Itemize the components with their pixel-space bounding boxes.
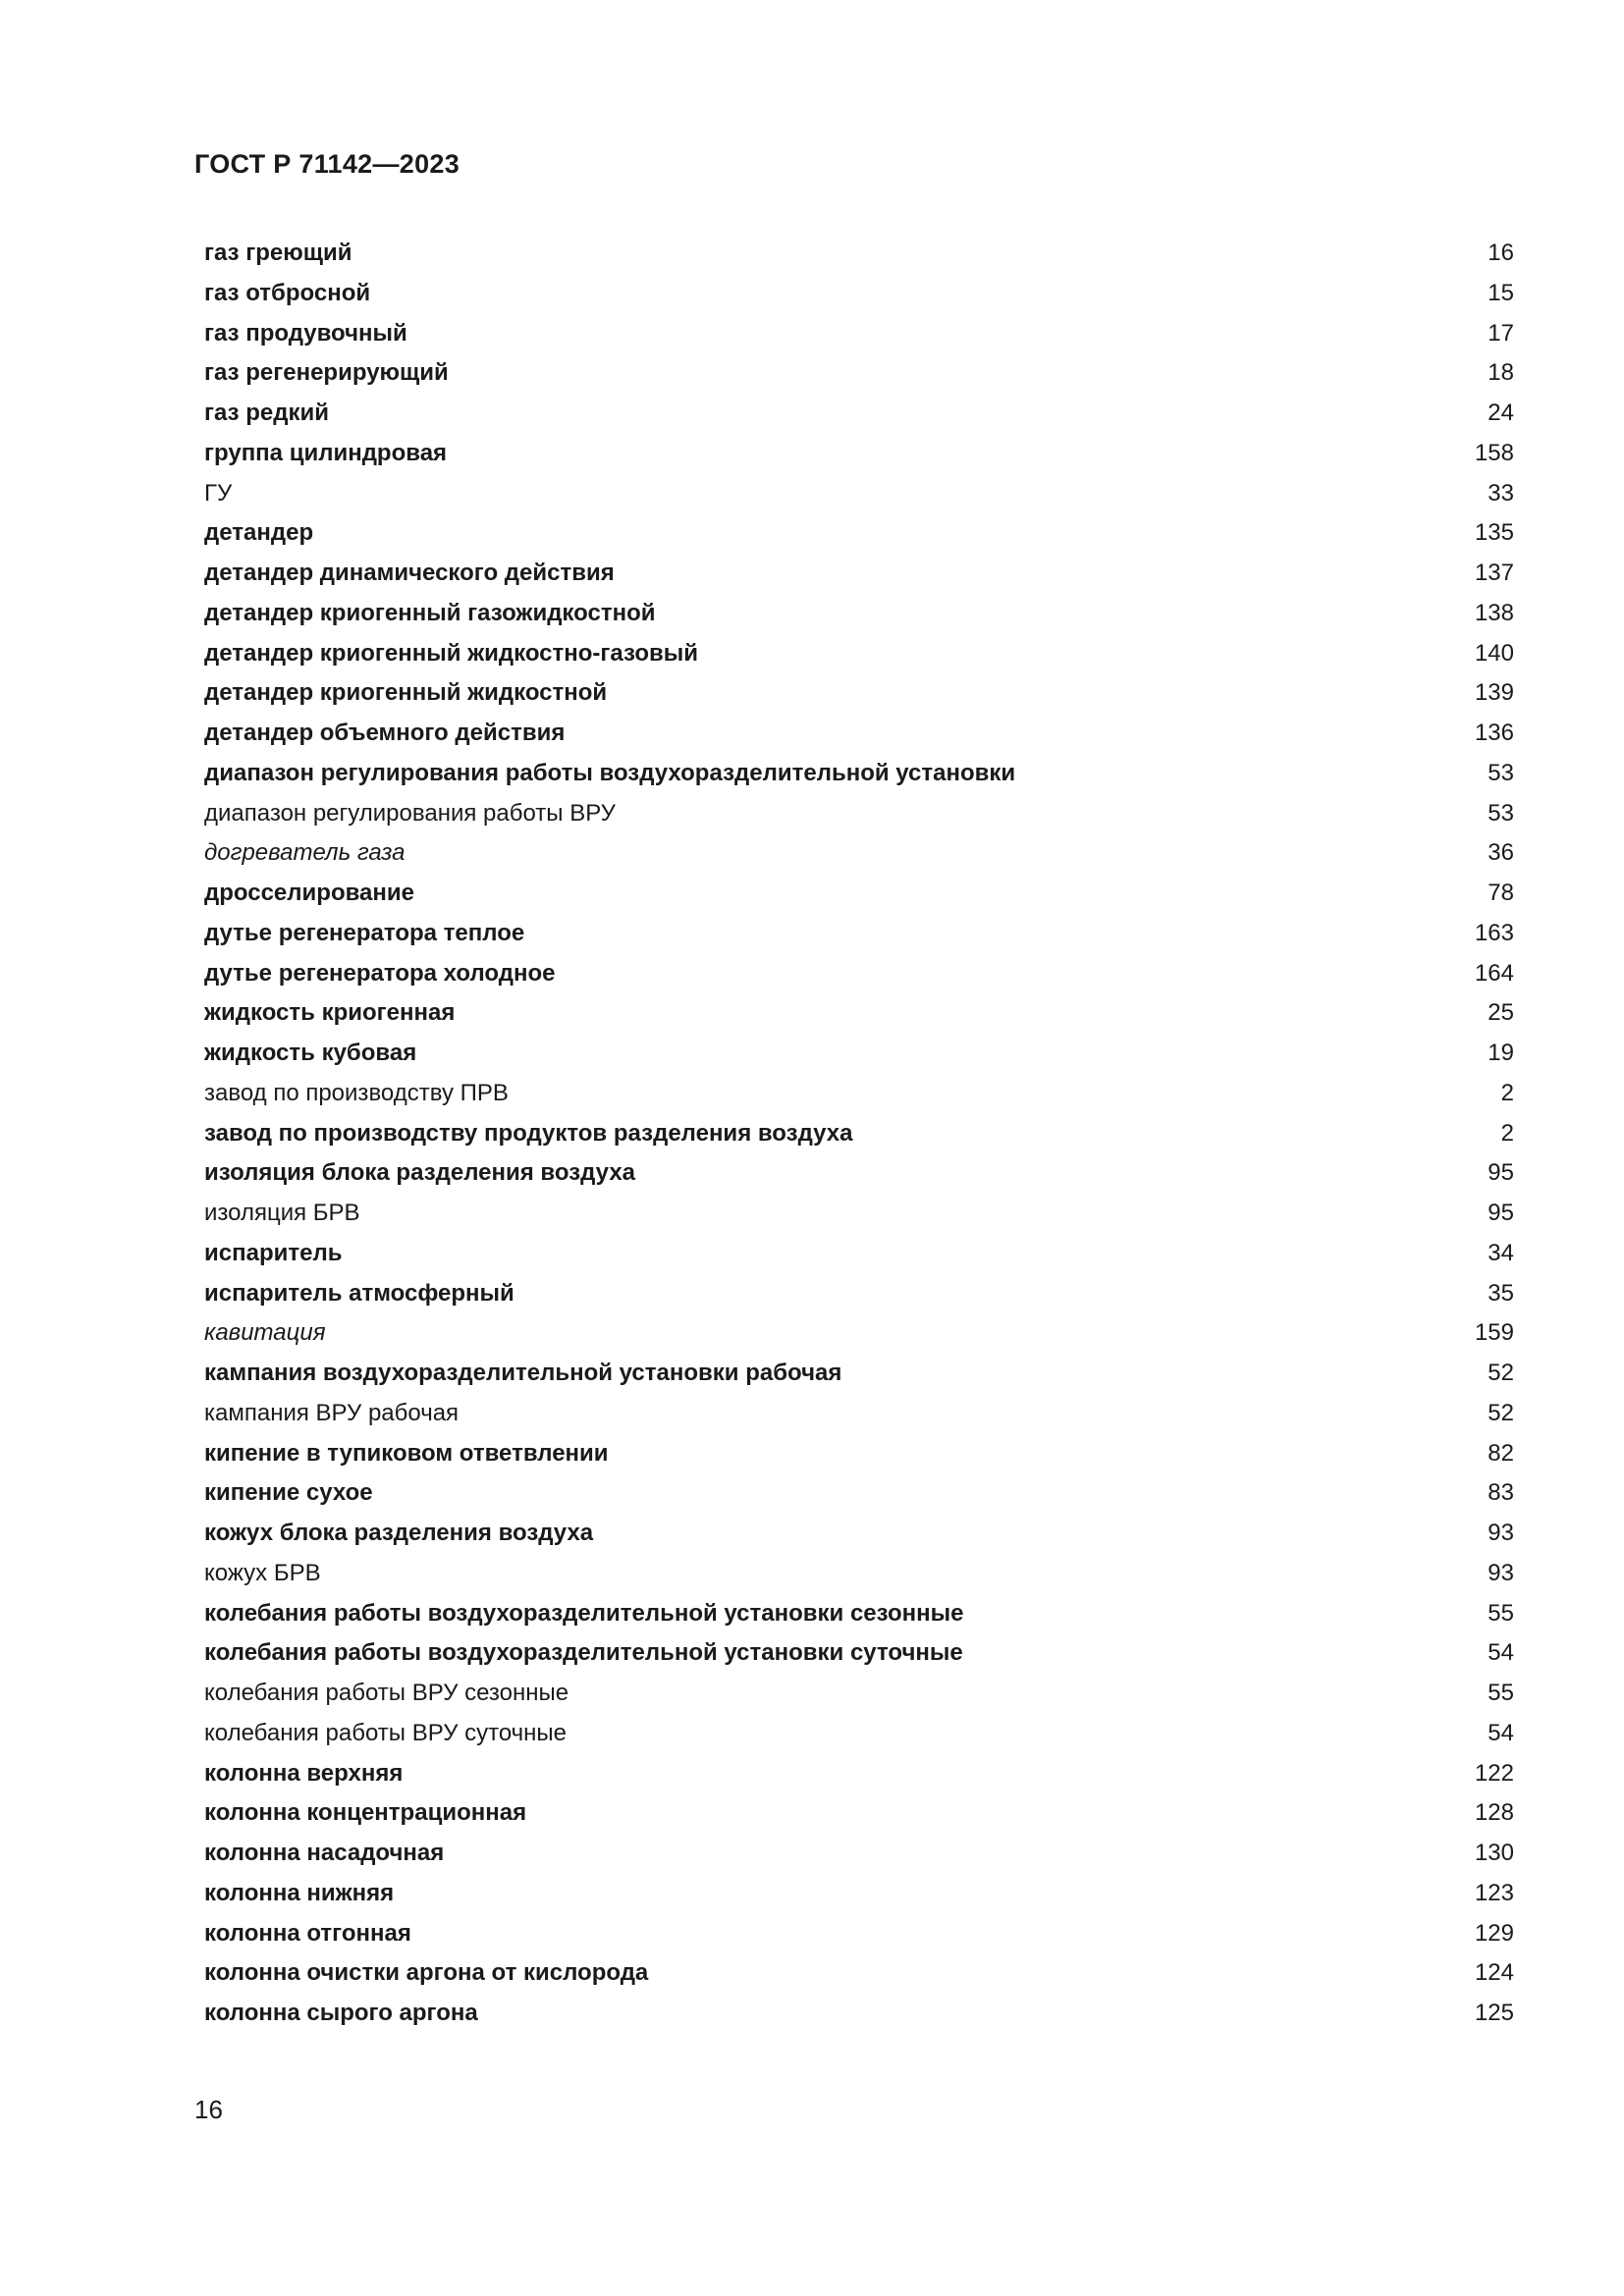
index-term: газ регенерирующий: [204, 359, 449, 387]
index-entry: [204, 714, 1514, 754]
index-entry-number: 136: [1474, 720, 1514, 746]
index-term: детандер: [204, 519, 314, 547]
index-entry: [204, 1953, 1514, 1994]
index-term: дросселирование: [204, 880, 414, 906]
index-term: колонна концентрационная: [204, 1799, 527, 1827]
index-term: догреватель газа: [204, 839, 406, 867]
index-term: диапазон регулирования работы воздухоразделительной установки: [204, 759, 1016, 786]
index-entry: [204, 353, 1514, 394]
index-term: детандер криогенный газожидкостной: [204, 599, 656, 626]
index-term: колонна насадочная: [204, 1840, 445, 1866]
index-entry: [204, 1434, 1514, 1474]
index-entry-number: 18: [1488, 359, 1514, 387]
index-entry: [204, 394, 1514, 434]
index-entry: [204, 314, 1514, 354]
index-entry: [204, 1834, 1514, 1874]
index-term: кампания ВРУ рабочая: [204, 1399, 460, 1426]
index-entry-number: 19: [1488, 1040, 1514, 1066]
index-entry: [204, 1473, 1514, 1514]
index-entry-number: 139: [1474, 679, 1514, 707]
index-entry: [204, 874, 1514, 914]
index-term: газ редкий: [204, 400, 329, 426]
index-entry: [204, 993, 1514, 1034]
index-entry-number: 15: [1488, 279, 1514, 306]
index-term: изоляция БРВ: [204, 1200, 360, 1226]
index-term: кипение в тупиковом ответвлении: [204, 1439, 609, 1467]
index-entry-number: 130: [1474, 1840, 1514, 1866]
index-term: ГУ: [204, 479, 233, 507]
index-entry: [204, 1754, 1514, 1794]
index-entry: [204, 234, 1514, 274]
index-term: газ отбросной: [204, 279, 371, 306]
index-entry: [204, 474, 1514, 514]
index-entry: [204, 1274, 1514, 1314]
index-entry-number: 2: [1500, 1119, 1514, 1147]
index-entry-number: 95: [1488, 1159, 1514, 1187]
document-header: ГОСТ Р 71142—2023: [194, 149, 460, 179]
index-term: колебания работы воздухоразделительной установки сезонные: [204, 1599, 964, 1627]
index-term: группа цилиндровая: [204, 439, 448, 466]
index-term: газ продувочный: [204, 319, 407, 347]
index-entry: [204, 794, 1514, 834]
index-term: изоляция блока разделения воздуха: [204, 1159, 636, 1187]
index-entry-number: 93: [1488, 1520, 1514, 1546]
index-term: колонна очистки аргона от кислорода: [204, 1959, 649, 1987]
index-entry-number: 17: [1488, 319, 1514, 347]
index-entry: [204, 434, 1514, 474]
index-entry: [204, 594, 1514, 634]
index-entry-number: 55: [1488, 1599, 1514, 1627]
index-entry-number: 125: [1474, 2000, 1514, 2026]
index-term: дутье регенератора теплое: [204, 919, 525, 946]
index-entry: [204, 554, 1514, 594]
index-term: кипение сухое: [204, 1479, 373, 1507]
index-entry: [204, 1034, 1514, 1074]
index-term: колонна отгонная: [204, 1919, 411, 1947]
index-entry: [204, 954, 1514, 994]
index-entry: [204, 1234, 1514, 1274]
index-entry: [204, 1674, 1514, 1714]
index-entry: [204, 1394, 1514, 1434]
index-term: испаритель атмосферный: [204, 1279, 514, 1307]
index-entry: [204, 833, 1514, 874]
index-entry-number: 122: [1474, 1759, 1514, 1787]
index-entry: [204, 1874, 1514, 1914]
index-term: детандер динамического действия: [204, 560, 615, 586]
index-entry: [204, 513, 1514, 554]
index-term: колебания работы воздухоразделительной установки суточные: [204, 1639, 963, 1667]
index-entry: [204, 1914, 1514, 1954]
index-entry-number: 129: [1474, 1919, 1514, 1947]
index-entry-number: 52: [1488, 1360, 1514, 1386]
index-entry-number: 53: [1488, 799, 1514, 827]
index-entry: [204, 914, 1514, 954]
index-term: детандер криогенный жидкостной: [204, 679, 608, 707]
index-entry-number: 93: [1488, 1559, 1514, 1586]
alphabetical-index-list: [204, 234, 1514, 2034]
index-entry-number: 36: [1488, 839, 1514, 867]
index-entry: [204, 1994, 1514, 2034]
index-entry: [204, 1594, 1514, 1634]
index-term: детандер объемного действия: [204, 720, 566, 746]
index-term: кампания воздухоразделительной установки рабочая: [204, 1360, 842, 1386]
index-term: кожух БРВ: [204, 1559, 321, 1586]
index-term: диапазон регулирования работы ВРУ: [204, 799, 616, 827]
index-entry-number: 135: [1474, 519, 1514, 547]
index-term: жидкость кубовая: [204, 1040, 417, 1066]
index-term: колебания работы ВРУ суточные: [204, 1719, 568, 1746]
index-entry-number: 54: [1488, 1639, 1514, 1667]
index-entry-number: 124: [1474, 1959, 1514, 1987]
index-entry-number: 16: [1488, 240, 1514, 266]
index-entry: [204, 1153, 1514, 1194]
index-term: колебания работы ВРУ сезонные: [204, 1680, 569, 1706]
index-entry-number: 35: [1488, 1279, 1514, 1307]
index-entry-number: 33: [1488, 479, 1514, 507]
index-entry-number: 158: [1474, 439, 1514, 466]
index-entry-number: 123: [1474, 1879, 1514, 1906]
index-entry: [204, 1793, 1514, 1834]
index-term: колонна нижняя: [204, 1879, 395, 1906]
index-entry-number: 82: [1488, 1439, 1514, 1467]
index-entry: [204, 1554, 1514, 1594]
index-entry-number: 34: [1488, 1239, 1514, 1266]
index-entry-number: 137: [1474, 560, 1514, 586]
index-entry: [204, 1114, 1514, 1154]
index-term: испаритель: [204, 1239, 343, 1266]
index-entry-number: 52: [1488, 1399, 1514, 1426]
index-entry-number: 2: [1500, 1079, 1514, 1106]
index-entry-number: 25: [1488, 999, 1514, 1027]
index-entry-number: 83: [1488, 1479, 1514, 1507]
index-entry-number: 140: [1474, 639, 1514, 667]
index-term: завод по производству ПРВ: [204, 1079, 509, 1106]
index-entry-number: 138: [1474, 599, 1514, 626]
page-number: 16: [194, 2095, 223, 2124]
index-entry: [204, 1074, 1514, 1114]
index-entry: [204, 1313, 1514, 1354]
index-term: дутье регенератора холодное: [204, 959, 556, 987]
index-entry-number: 78: [1488, 880, 1514, 906]
index-entry-number: 164: [1474, 959, 1514, 987]
index-entry-number: 55: [1488, 1680, 1514, 1706]
index-entry: [204, 634, 1514, 674]
index-term: кавитация: [204, 1319, 326, 1347]
index-entry-number: 54: [1488, 1719, 1514, 1746]
index-entry: [204, 754, 1514, 794]
index-entry: [204, 1514, 1514, 1554]
index-entry-number: 53: [1488, 759, 1514, 786]
index-entry-number: 24: [1488, 400, 1514, 426]
index-term: детандер криогенный жидкостно-газовый: [204, 639, 699, 667]
index-term: кожух блока разделения воздуха: [204, 1520, 594, 1546]
index-entry: [204, 274, 1514, 314]
index-term: жидкость криогенная: [204, 999, 456, 1027]
index-term: завод по производству продуктов разделения воздуха: [204, 1119, 853, 1147]
index-entry: [204, 1633, 1514, 1674]
index-entry: [204, 1194, 1514, 1234]
index-entry-number: 95: [1488, 1200, 1514, 1226]
index-entry-number: 163: [1474, 919, 1514, 946]
index-term: колонна верхняя: [204, 1759, 404, 1787]
index-entry: [204, 673, 1514, 714]
index-entry: [204, 1354, 1514, 1394]
index-term: газ греющий: [204, 240, 352, 266]
index-term: колонна сырого аргона: [204, 2000, 478, 2026]
index-entry-number: 159: [1474, 1319, 1514, 1347]
index-entry: [204, 1714, 1514, 1754]
index-entry-number: 128: [1474, 1799, 1514, 1827]
